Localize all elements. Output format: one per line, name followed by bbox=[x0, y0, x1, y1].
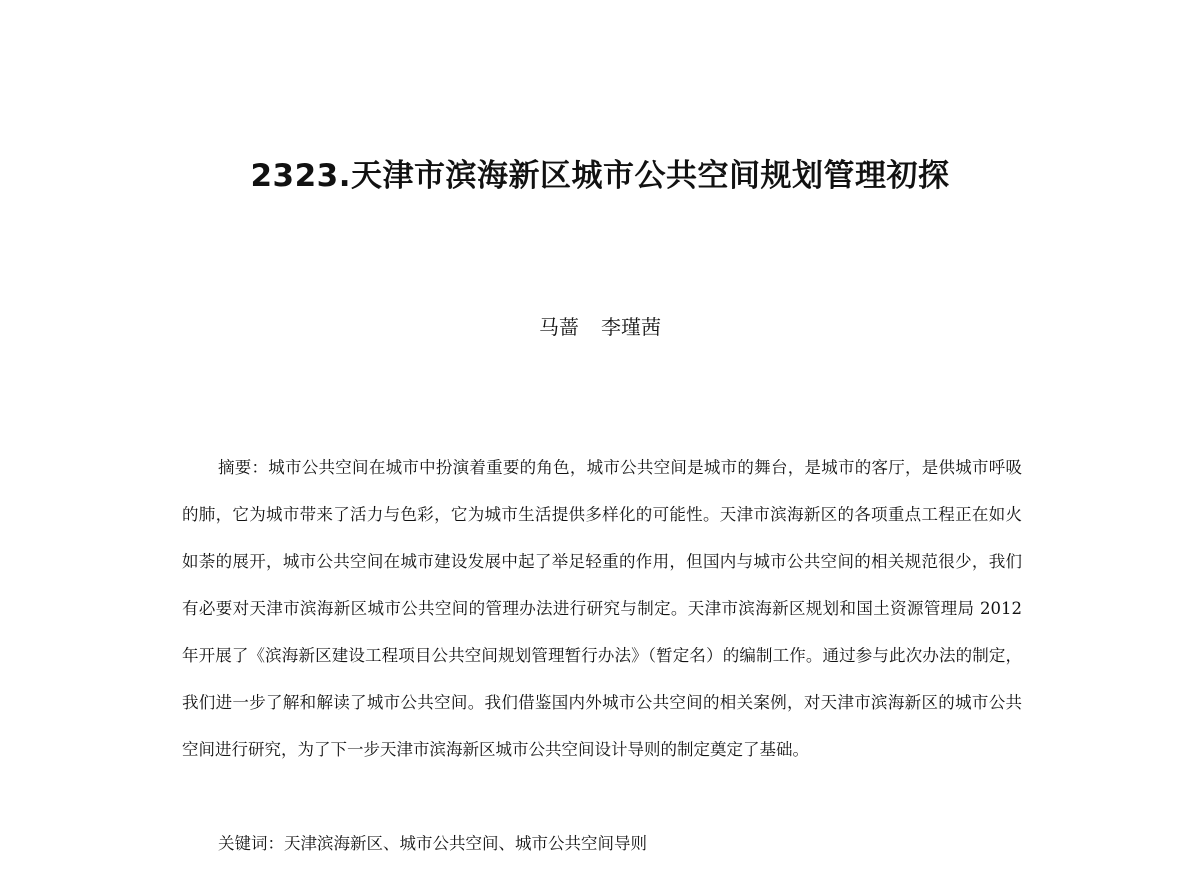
author-list bbox=[0, 312, 1200, 342]
paper-title: 2323.天津市滨海新区城市公共空间规划管理初探 bbox=[250, 158, 950, 194]
abstract-text: 城市公共空间在城市中扮演着重要的角色，城市公共空间是城市的舞台，是城市的客厅，是供城市呼吸的肺，它为城市带来了活力与色彩，它为城市生活提供多样化的可能性。天津市滨海新区的各项重点工程正在如火如荼的展开，城市公共空间在城市建设发展中起了举足轻重的作用，但国内与城市公共空间的相关规范很少，我们有必要对天津市滨海新区城市公共空间的管理办法进行研究与制定。天津市滨海新区规划和国土资源管理局 2012 年开展了《滨海新区建设工程项目公共空间规划管理暂行办法》（暂定名）的编制工作。通过参与此次办法的制定，我们进一步了解和解读了城市公共空间。我们借鉴国内外城市公共空间的相关案例，对天津市滨海新区的城市公共空间进行研究，为了下一步天津市滨海新区城市公共空间设计导则的制定奠定了基础。 bbox=[182, 458, 1023, 759]
abstract-paragraph bbox=[182, 444, 1022, 773]
keywords-line bbox=[218, 822, 1018, 866]
author-name: 马蔷 bbox=[539, 315, 579, 339]
author-name: 李瑾茜 bbox=[601, 315, 661, 339]
keywords-text: 天津滨海新区、城市公共空间、城市公共空间导则 bbox=[284, 834, 647, 853]
keywords-label: 关键词： bbox=[218, 834, 284, 853]
abstract-label: 摘要： bbox=[218, 458, 269, 477]
